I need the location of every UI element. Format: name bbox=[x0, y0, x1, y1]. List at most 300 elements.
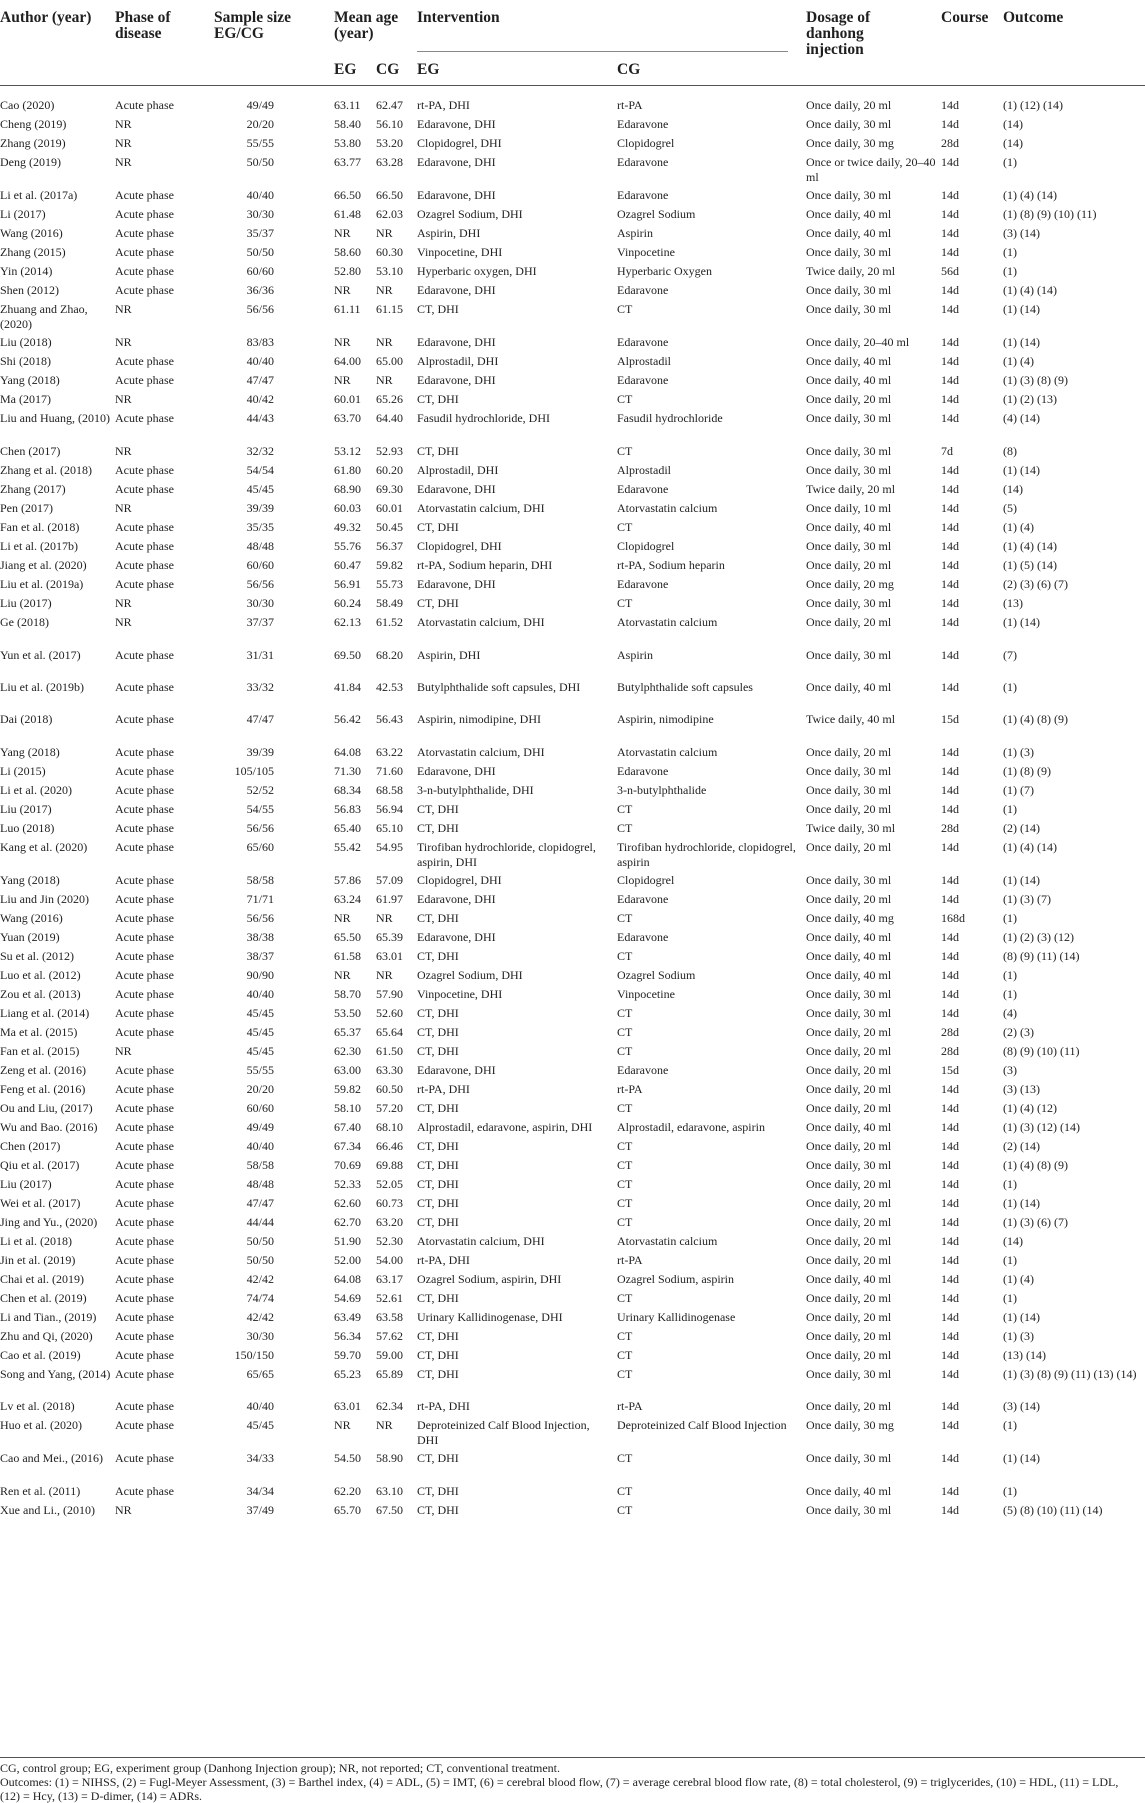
course-cell: 14d bbox=[941, 463, 959, 477]
phase-cell: Acute phase bbox=[115, 1234, 174, 1248]
course-cell: 14d bbox=[941, 1348, 959, 1362]
course-cell: 14d bbox=[941, 1329, 959, 1343]
outcome-cell: (3) bbox=[1003, 1063, 1017, 1077]
footnote-abbreviations: CG, control group; EG, experiment group (Danhong Injection group); NR, not reported; CT, conventional treatment. bbox=[0, 1761, 560, 1775]
author-cell: Feng et al. (2016) bbox=[0, 1082, 86, 1096]
intervention-cg-cell: Edaravone bbox=[617, 283, 669, 297]
intervention-eg-cell: Clopidogrel, DHI bbox=[417, 136, 502, 150]
phase-cell: Acute phase bbox=[115, 226, 174, 240]
age-cg-cell: NR bbox=[376, 968, 393, 982]
intervention-cg-cell: Butylphthalide soft capsules bbox=[617, 680, 753, 694]
sample-cell: 49/49 bbox=[246, 98, 274, 112]
course-cell: 14d bbox=[941, 335, 959, 349]
sample-cell: 40/40 bbox=[246, 987, 274, 1001]
intervention-eg-cell: Aspirin, DHI bbox=[417, 226, 481, 240]
dosage-cell: Once daily, 40 ml bbox=[806, 949, 892, 963]
author-cell: Liu (2018) bbox=[0, 335, 52, 349]
sample-cell: 60/60 bbox=[246, 1101, 274, 1115]
author-cell: Liu et al. (2019b) bbox=[0, 680, 84, 694]
sample-cell: 38/37 bbox=[246, 949, 274, 963]
course-cell: 14d bbox=[941, 1291, 959, 1305]
intervention-cg-cell: Urinary Kallidinogenase bbox=[617, 1310, 736, 1324]
age-eg-cell: 56.42 bbox=[334, 712, 361, 726]
sample-cell: 50/50 bbox=[246, 1253, 274, 1267]
outcome-cell: (1) (4) (14) bbox=[1003, 539, 1057, 553]
age-cg-cell: 53.10 bbox=[376, 264, 403, 278]
sample-cell: 58/58 bbox=[246, 873, 274, 887]
age-cg-cell: 55.73 bbox=[376, 577, 403, 591]
author-cell: Yang (2018) bbox=[0, 873, 60, 887]
phase-cell: Acute phase bbox=[115, 411, 174, 425]
intervention-eg-cell: CT, DHI bbox=[417, 1196, 459, 1210]
age-cg-cell: 58.49 bbox=[376, 596, 403, 610]
dosage-cell: Once daily, 30 ml bbox=[806, 596, 892, 610]
intervention-cg-cell: CT bbox=[617, 1484, 633, 1498]
sample-cell: 37/49 bbox=[246, 1503, 274, 1517]
sample-cell: 50/50 bbox=[246, 1234, 274, 1248]
intervention-eg-cell: rt-PA, DHI bbox=[417, 1399, 470, 1413]
course-cell: 14d bbox=[941, 1484, 959, 1498]
sample-cell: 54/54 bbox=[246, 463, 274, 477]
intervention-cg-cell: CT bbox=[617, 1177, 633, 1191]
intervention-eg-cell: CT, DHI bbox=[417, 1215, 459, 1229]
outcome-cell: (8) bbox=[1003, 444, 1017, 458]
course-cell: 14d bbox=[941, 648, 959, 662]
course-cell: 14d bbox=[941, 949, 959, 963]
course-cell: 14d bbox=[941, 482, 959, 496]
author-cell: Yang (2018) bbox=[0, 745, 60, 759]
phase-cell: Acute phase bbox=[115, 1329, 174, 1343]
sample-cell: 90/90 bbox=[246, 968, 274, 982]
phase-cell: Acute phase bbox=[115, 949, 174, 963]
header-dosage: Dosage of danhong injection bbox=[806, 9, 871, 58]
phase-cell: Acute phase bbox=[115, 373, 174, 387]
phase-cell: NR bbox=[115, 335, 132, 349]
course-cell: 14d bbox=[941, 411, 959, 425]
author-cell: Dai (2018) bbox=[0, 712, 53, 726]
course-cell: 14d bbox=[941, 98, 959, 112]
subheader-intervention-cg: CG bbox=[617, 61, 641, 78]
intervention-eg-cell: CT, DHI bbox=[417, 1348, 459, 1362]
intervention-eg-cell: Atorvastatin calcium, DHI bbox=[417, 745, 545, 759]
intervention-cg-cell: CT bbox=[617, 821, 633, 835]
outcome-cell: (1) (8) (9) (10) (11) bbox=[1003, 207, 1097, 221]
intervention-cg-cell: CT bbox=[617, 1291, 633, 1305]
intervention-cg-cell: rt-PA, Sodium heparin bbox=[617, 558, 725, 572]
intervention-cg-cell: CT bbox=[617, 1503, 633, 1517]
course-cell: 14d bbox=[941, 1101, 959, 1115]
sample-cell: 32/32 bbox=[246, 444, 274, 458]
sample-cell: 60/60 bbox=[246, 558, 274, 572]
dosage-cell: Once daily, 20 ml bbox=[806, 1329, 892, 1343]
age-eg-cell: 53.12 bbox=[334, 444, 361, 458]
course-cell: 15d bbox=[941, 712, 959, 726]
intervention-cg-cell: Edaravone bbox=[617, 930, 669, 944]
intervention-eg-cell: CT, DHI bbox=[417, 1044, 459, 1058]
sample-cell: 50/50 bbox=[246, 155, 274, 169]
intervention-eg-cell: Hyperbaric oxygen, DHI bbox=[417, 264, 537, 278]
phase-cell: Acute phase bbox=[115, 539, 174, 553]
intervention-cg-cell: CT bbox=[617, 1101, 633, 1115]
age-eg-cell: 56.34 bbox=[334, 1329, 361, 1343]
intervention-eg-cell: rt-PA, Sodium heparin, DHI bbox=[417, 558, 553, 572]
outcome-cell: (1) (4) (14) bbox=[1003, 188, 1057, 202]
sample-cell: 44/43 bbox=[246, 411, 274, 425]
age-cg-cell: 63.01 bbox=[376, 949, 403, 963]
sample-cell: 40/40 bbox=[246, 354, 274, 368]
phase-cell: Acute phase bbox=[115, 930, 174, 944]
sample-cell: 34/34 bbox=[246, 1484, 274, 1498]
dosage-cell: Once daily, 20 ml bbox=[806, 1399, 892, 1413]
age-eg-cell: 65.70 bbox=[334, 1503, 361, 1517]
age-cg-cell: 60.73 bbox=[376, 1196, 403, 1210]
dosage-cell: Once daily, 30 ml bbox=[806, 283, 892, 297]
age-eg-cell: 63.00 bbox=[334, 1063, 361, 1077]
phase-cell: Acute phase bbox=[115, 283, 174, 297]
dosage-cell: Once daily, 20 ml bbox=[806, 1101, 892, 1115]
age-eg-cell: 58.60 bbox=[334, 245, 361, 259]
intervention-eg-cell: Ozagrel Sodium, DHI bbox=[417, 968, 523, 982]
intervention-eg-cell: Atorvastatin calcium, DHI bbox=[417, 1234, 545, 1248]
dosage-cell: Once daily, 30 ml bbox=[806, 1451, 892, 1465]
author-cell: Zhuang and Zhao, (2020) bbox=[0, 302, 88, 331]
phase-cell: Acute phase bbox=[115, 463, 174, 477]
age-eg-cell: 57.86 bbox=[334, 873, 361, 887]
outcome-cell: (1) (14) bbox=[1003, 615, 1040, 629]
phase-cell: Acute phase bbox=[115, 1348, 174, 1362]
intervention-eg-cell: Edaravone, DHI bbox=[417, 155, 496, 169]
intervention-cg-cell: Edaravone bbox=[617, 1063, 669, 1077]
dosage-cell: Once daily, 20 ml bbox=[806, 1139, 892, 1153]
outcome-cell: (1) (14) bbox=[1003, 1451, 1040, 1465]
sample-cell: 40/40 bbox=[246, 188, 274, 202]
intervention-cg-cell: Alprostadil bbox=[617, 463, 671, 477]
phase-cell: Acute phase bbox=[115, 1006, 174, 1020]
outcome-cell: (1) bbox=[1003, 1484, 1017, 1498]
course-cell: 14d bbox=[941, 354, 959, 368]
intervention-cg-cell: CT bbox=[617, 1139, 633, 1153]
outcome-cell: (14) bbox=[1003, 482, 1023, 496]
phase-cell: Acute phase bbox=[115, 1215, 174, 1229]
dosage-cell: Once daily, 20 ml bbox=[806, 98, 892, 112]
age-eg-cell: 60.01 bbox=[334, 392, 361, 406]
intervention-cg-cell: 3-n-butylphthalide bbox=[617, 783, 707, 797]
outcome-cell: (1) (4) (8) (9) bbox=[1003, 1158, 1068, 1172]
dosage-cell: Once daily, 30 ml bbox=[806, 648, 892, 662]
phase-cell: Acute phase bbox=[115, 188, 174, 202]
sample-cell: 45/45 bbox=[246, 482, 274, 496]
phase-cell: Acute phase bbox=[115, 802, 174, 816]
intervention-cg-cell: rt-PA bbox=[617, 1253, 643, 1267]
dosage-cell: Once daily, 30 ml bbox=[806, 1006, 892, 1020]
author-cell: Liu (2017) bbox=[0, 802, 52, 816]
intervention-cg-cell: CT bbox=[617, 520, 633, 534]
dosage-cell: Twice daily, 20 ml bbox=[806, 482, 896, 496]
phase-cell: Acute phase bbox=[115, 1139, 174, 1153]
dosage-cell: Once daily, 20 ml bbox=[806, 1215, 892, 1229]
intervention-eg-cell: Urinary Kallidinogenase, DHI bbox=[417, 1310, 563, 1324]
course-cell: 14d bbox=[941, 1120, 959, 1134]
sample-cell: 105/105 bbox=[234, 764, 274, 778]
outcome-cell: (5) bbox=[1003, 501, 1017, 515]
author-cell: Ge (2018) bbox=[0, 615, 49, 629]
course-cell: 14d bbox=[941, 873, 959, 887]
phase-cell: Acute phase bbox=[115, 1158, 174, 1172]
intervention-eg-cell: CT, DHI bbox=[417, 949, 459, 963]
course-cell: 14d bbox=[941, 1310, 959, 1324]
outcome-cell: (7) bbox=[1003, 648, 1017, 662]
dosage-cell: Once daily, 40 ml bbox=[806, 968, 892, 982]
phase-cell: Acute phase bbox=[115, 968, 174, 982]
age-cg-cell: 59.00 bbox=[376, 1348, 403, 1362]
phase-cell: NR bbox=[115, 1044, 132, 1058]
dosage-cell: Once daily, 40 ml bbox=[806, 354, 892, 368]
author-cell: Qiu et al. (2017) bbox=[0, 1158, 80, 1172]
author-cell: Wei et al. (2017) bbox=[0, 1196, 81, 1210]
age-eg-cell: 61.11 bbox=[334, 302, 361, 316]
author-cell: Yin (2014) bbox=[0, 264, 53, 278]
author-cell: Chen (2017) bbox=[0, 444, 61, 458]
intervention-eg-cell: CT, DHI bbox=[417, 392, 459, 406]
sample-cell: 35/35 bbox=[246, 520, 274, 534]
intervention-eg-cell: CT, DHI bbox=[417, 444, 459, 458]
intervention-eg-cell: Vinpocetine, DHI bbox=[417, 987, 503, 1001]
intervention-cg-cell: CT bbox=[617, 802, 633, 816]
sample-cell: 55/55 bbox=[246, 136, 274, 150]
age-cg-cell: NR bbox=[376, 335, 393, 349]
author-cell: Ren et al. (2011) bbox=[0, 1484, 81, 1498]
dosage-cell: Once daily, 30 ml bbox=[806, 444, 892, 458]
sample-cell: 20/20 bbox=[246, 1082, 274, 1096]
sample-cell: 54/55 bbox=[246, 802, 274, 816]
outcome-cell: (1) bbox=[1003, 1291, 1017, 1305]
age-eg-cell: 49.32 bbox=[334, 520, 361, 534]
age-eg-cell: 63.24 bbox=[334, 892, 361, 906]
author-cell: Li and Tian., (2019) bbox=[0, 1310, 97, 1324]
age-cg-cell: 68.10 bbox=[376, 1120, 403, 1134]
author-cell: Liu (2017) bbox=[0, 1177, 52, 1191]
intervention-cg-cell: CT bbox=[617, 911, 633, 925]
author-cell: Liu and Huang, (2010) bbox=[0, 411, 110, 425]
age-eg-cell: 60.47 bbox=[334, 558, 361, 572]
age-eg-cell: 59.70 bbox=[334, 1348, 361, 1362]
intervention-cg-cell: Atorvastatin calcium bbox=[617, 1234, 718, 1248]
age-eg-cell: 53.80 bbox=[334, 136, 361, 150]
author-cell: Liu (2017) bbox=[0, 596, 52, 610]
author-cell: Chen (2017) bbox=[0, 1139, 61, 1153]
intervention-cg-cell: Hyperbaric Oxygen bbox=[617, 264, 712, 278]
intervention-eg-cell: Atorvastatin calcium, DHI bbox=[417, 615, 545, 629]
dosage-cell: Once daily, 30 ml bbox=[806, 188, 892, 202]
dosage-cell: Once daily, 30 mg bbox=[806, 1418, 894, 1432]
outcome-cell: (13) bbox=[1003, 596, 1023, 610]
phase-cell: Acute phase bbox=[115, 764, 174, 778]
outcome-cell: (1) bbox=[1003, 911, 1017, 925]
outcome-cell: (2) (3) (6) (7) bbox=[1003, 577, 1068, 591]
sample-cell: 30/30 bbox=[246, 1329, 274, 1343]
phase-cell: Acute phase bbox=[115, 98, 174, 112]
age-cg-cell: 54.95 bbox=[376, 840, 403, 854]
author-cell: Lv et al. (2018) bbox=[0, 1399, 75, 1413]
course-cell: 14d bbox=[941, 1234, 959, 1248]
author-cell: Zhang (2017) bbox=[0, 482, 66, 496]
course-cell: 28d bbox=[941, 821, 959, 835]
intervention-cg-cell: rt-PA bbox=[617, 1082, 643, 1096]
dosage-cell: Once daily, 20 ml bbox=[806, 745, 892, 759]
intervention-cg-cell: Alprostadil, edaravone, aspirin bbox=[617, 1120, 765, 1134]
dosage-cell: Once daily, 30 ml bbox=[806, 1158, 892, 1172]
dosage-cell: Once daily, 40 ml bbox=[806, 1120, 892, 1134]
dosage-cell: Once daily, 20 ml bbox=[806, 840, 892, 854]
age-eg-cell: 70.69 bbox=[334, 1158, 361, 1172]
phase-cell: Acute phase bbox=[115, 245, 174, 259]
dosage-cell: Once daily, 30 ml bbox=[806, 463, 892, 477]
author-cell: Zhu and Qi, (2020) bbox=[0, 1329, 93, 1343]
dosage-cell: Once daily, 30 ml bbox=[806, 987, 892, 1001]
intervention-cg-cell: CT bbox=[617, 949, 633, 963]
dosage-cell: Once daily, 40 ml bbox=[806, 226, 892, 240]
intervention-cg-cell: CT bbox=[617, 1196, 633, 1210]
header-rule bbox=[0, 85, 1145, 86]
intervention-eg-cell: CT, DHI bbox=[417, 302, 459, 316]
dosage-cell: Once daily, 40 ml bbox=[806, 680, 892, 694]
sample-cell: 47/47 bbox=[246, 1196, 274, 1210]
course-cell: 168d bbox=[941, 911, 965, 925]
author-cell: Yun et al. (2017) bbox=[0, 648, 81, 662]
age-eg-cell: 54.50 bbox=[334, 1451, 361, 1465]
outcome-cell: (14) bbox=[1003, 117, 1023, 131]
age-cg-cell: 58.90 bbox=[376, 1451, 403, 1465]
sample-cell: 47/47 bbox=[246, 373, 274, 387]
age-eg-cell: 67.40 bbox=[334, 1120, 361, 1134]
intervention-eg-cell: 3-n-butylphthalide, DHI bbox=[417, 783, 534, 797]
age-cg-cell: 53.20 bbox=[376, 136, 403, 150]
dosage-cell: Twice daily, 20 ml bbox=[806, 264, 896, 278]
sample-cell: 56/56 bbox=[246, 821, 274, 835]
age-cg-cell: 52.30 bbox=[376, 1234, 403, 1248]
course-cell: 14d bbox=[941, 539, 959, 553]
sample-cell: 55/55 bbox=[246, 1063, 274, 1077]
sample-cell: 48/48 bbox=[246, 539, 274, 553]
course-cell: 14d bbox=[941, 373, 959, 387]
age-cg-cell: 68.20 bbox=[376, 648, 403, 662]
age-cg-cell: 52.05 bbox=[376, 1177, 403, 1191]
age-cg-cell: NR bbox=[376, 226, 393, 240]
age-eg-cell: 71.30 bbox=[334, 764, 361, 778]
author-cell: Yang (2018) bbox=[0, 373, 60, 387]
course-cell: 14d bbox=[941, 680, 959, 694]
age-eg-cell: NR bbox=[334, 1418, 351, 1432]
author-cell: Zhang et al. (2018) bbox=[0, 463, 92, 477]
outcome-cell: (1) bbox=[1003, 155, 1017, 169]
intervention-eg-cell: Edaravone, DHI bbox=[417, 892, 496, 906]
age-cg-cell: 56.94 bbox=[376, 802, 403, 816]
phase-cell: Acute phase bbox=[115, 1177, 174, 1191]
phase-cell: Acute phase bbox=[115, 911, 174, 925]
intervention-eg-cell: Edaravone, DHI bbox=[417, 117, 496, 131]
phase-cell: Acute phase bbox=[115, 1291, 174, 1305]
age-cg-cell: 57.90 bbox=[376, 987, 403, 1001]
outcome-cell: (5) (8) (10) (11) (14) bbox=[1003, 1503, 1103, 1517]
author-cell: Luo (2018) bbox=[0, 821, 55, 835]
age-eg-cell: 52.00 bbox=[334, 1253, 361, 1267]
age-cg-cell: 57.20 bbox=[376, 1101, 403, 1115]
intervention-cg-cell: rt-PA bbox=[617, 1399, 643, 1413]
course-cell: 15d bbox=[941, 1063, 959, 1077]
phase-cell: Acute phase bbox=[115, 840, 174, 854]
age-cg-cell: NR bbox=[376, 1418, 393, 1432]
intervention-cg-cell: Vinpocetine bbox=[617, 987, 675, 1001]
sample-cell: 33/32 bbox=[246, 680, 274, 694]
age-eg-cell: 55.42 bbox=[334, 840, 361, 854]
bottom-rule bbox=[0, 1757, 1145, 1758]
age-eg-cell: 62.60 bbox=[334, 1196, 361, 1210]
dosage-cell: Once daily, 40 ml bbox=[806, 1484, 892, 1498]
outcome-cell: (13) (14) bbox=[1003, 1348, 1046, 1362]
sample-cell: 74/74 bbox=[246, 1291, 274, 1305]
course-cell: 14d bbox=[941, 1139, 959, 1153]
course-cell: 14d bbox=[941, 968, 959, 982]
course-cell: 14d bbox=[941, 1399, 959, 1413]
age-cg-cell: 64.40 bbox=[376, 411, 403, 425]
age-eg-cell: 62.13 bbox=[334, 615, 361, 629]
header-sample: Sample size EG/CG bbox=[214, 9, 292, 42]
age-eg-cell: 66.50 bbox=[334, 188, 361, 202]
dosage-cell: Once daily, 20 ml bbox=[806, 1082, 892, 1096]
sample-cell: 45/45 bbox=[246, 1006, 274, 1020]
outcome-cell: (1) (3) (7) bbox=[1003, 892, 1051, 906]
phase-cell: Acute phase bbox=[115, 873, 174, 887]
age-cg-cell: 52.93 bbox=[376, 444, 403, 458]
outcome-cell: (1) (4) (8) (9) bbox=[1003, 712, 1068, 726]
header-outcome: Outcome bbox=[1003, 9, 1064, 26]
author-cell: Shi (2018) bbox=[0, 354, 51, 368]
dosage-cell: Once daily, 20 ml bbox=[806, 1234, 892, 1248]
sample-cell: 45/45 bbox=[246, 1418, 274, 1432]
intervention-eg-cell: Edaravone, DHI bbox=[417, 1063, 496, 1077]
outcome-cell: (4) bbox=[1003, 1006, 1017, 1020]
outcome-cell: (1) (5) (14) bbox=[1003, 558, 1057, 572]
dosage-cell: Once daily, 20 ml bbox=[806, 1348, 892, 1362]
dosage-cell: Once daily, 30 ml bbox=[806, 1367, 892, 1381]
intervention-eg-cell: Alprostadil, edaravone, aspirin, DHI bbox=[417, 1120, 593, 1134]
phase-cell: NR bbox=[115, 501, 132, 515]
outcome-cell: (1) (14) bbox=[1003, 1196, 1040, 1210]
author-cell: Cao et al. (2019) bbox=[0, 1348, 81, 1362]
author-cell: Wang (2016) bbox=[0, 226, 63, 240]
dosage-cell: Once daily, 40 ml bbox=[806, 373, 892, 387]
age-cg-cell: 63.20 bbox=[376, 1215, 403, 1229]
author-cell: Li et al. (2018) bbox=[0, 1234, 72, 1248]
sample-cell: 38/38 bbox=[246, 930, 274, 944]
age-eg-cell: 62.30 bbox=[334, 1044, 361, 1058]
phase-cell: Acute phase bbox=[115, 1196, 174, 1210]
phase-cell: NR bbox=[115, 615, 132, 629]
intervention-eg-cell: Edaravone, DHI bbox=[417, 764, 496, 778]
sample-cell: 56/56 bbox=[246, 302, 274, 316]
age-cg-cell: 57.09 bbox=[376, 873, 403, 887]
phase-cell: Acute phase bbox=[115, 1063, 174, 1077]
author-cell: Zhang (2019) bbox=[0, 136, 66, 150]
dosage-cell: Once daily, 20–40 ml bbox=[806, 335, 910, 349]
age-cg-cell: 56.37 bbox=[376, 539, 403, 553]
intervention-eg-cell: rt-PA, DHI bbox=[417, 98, 470, 112]
phase-cell: Acute phase bbox=[115, 1399, 174, 1413]
outcome-cell: (14) bbox=[1003, 1234, 1023, 1248]
sample-cell: 40/40 bbox=[246, 1399, 274, 1413]
intervention-cg-cell: Deproteinized Calf Blood Injection bbox=[617, 1418, 787, 1432]
intervention-cg-cell: Atorvastatin calcium bbox=[617, 745, 718, 759]
